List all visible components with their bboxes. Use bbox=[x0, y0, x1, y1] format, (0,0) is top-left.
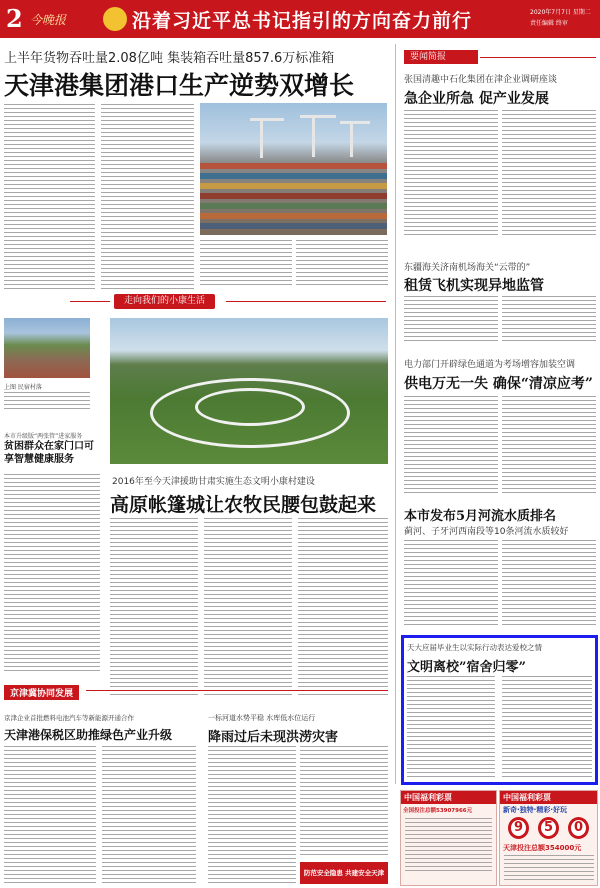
brief1-title: 急企业所急 促产业发展 bbox=[404, 91, 549, 107]
plateau-deck: 2016年至今天津援助甘肃实施生态文明小康村建设 bbox=[112, 477, 315, 487]
brief4-body-1 bbox=[404, 540, 498, 626]
bonded-zone-title: 天津港保税区助推绿色产业升级 bbox=[4, 728, 173, 742]
plateau-title: 高原帐篷城让农牧民腰包鼓起来 bbox=[110, 494, 377, 516]
section-tag: 走向我们的小康生活 bbox=[114, 294, 215, 309]
lottery-digit-3: 0 bbox=[568, 817, 589, 839]
flood-deck: 一标河道水势平稳 水库低水位运行 bbox=[208, 714, 316, 722]
safety-notice: 防范安全隐患 共建安全天津 bbox=[300, 862, 388, 884]
brief5-body-1 bbox=[407, 676, 495, 780]
brief5-title: 文明离校”宿舍归零” bbox=[407, 660, 526, 675]
health-deck: 本市升级版“两张管”进家服务 bbox=[4, 433, 83, 440]
grassland-photo bbox=[110, 318, 388, 464]
lottery-ad-left bbox=[400, 790, 497, 886]
brief4-body-2 bbox=[502, 540, 596, 626]
flood-title: 降雨过后未现洪涝灾害 bbox=[208, 730, 339, 745]
lead-body-col-3 bbox=[200, 240, 292, 288]
bonded-zone-body-1 bbox=[4, 746, 96, 884]
lottery-left-table bbox=[405, 818, 492, 874]
lead-title: 天津港集团港口生产逆势双增长 bbox=[4, 71, 355, 100]
lead-body-col-4 bbox=[296, 240, 388, 288]
lottery-digit-2: 5 bbox=[538, 817, 559, 839]
brief2-body-2 bbox=[502, 296, 596, 344]
health-title: 贫困群众在家门口可享智慧健康服务 bbox=[4, 441, 94, 465]
brief2-deck: 东疆海关济南机场海关“云带的” bbox=[404, 263, 531, 273]
date-line: 2020年7月7日 星期二 责任编辑 终审 bbox=[530, 9, 591, 27]
briefs-rule bbox=[480, 57, 596, 58]
flood-body-1 bbox=[208, 746, 296, 884]
brief3-body-1 bbox=[404, 396, 498, 496]
health-body bbox=[4, 474, 100, 674]
lottery-digit-1: 9 bbox=[508, 817, 529, 839]
plateau-body-1 bbox=[110, 518, 198, 698]
page-number: 2 bbox=[6, 4, 23, 33]
plateau-body-3 bbox=[298, 518, 388, 698]
paper-logo: 今晚报 bbox=[30, 13, 67, 27]
lead-deck: 上半年货物吞吐量2.08亿吨 集装箱吞吐量857.6万标准箱 bbox=[4, 51, 335, 66]
regional-tag-rule bbox=[86, 690, 388, 691]
brief1-deck: 张国清趣中石化集团在津企业调研座谈 bbox=[404, 75, 558, 85]
party-emblem-icon bbox=[103, 7, 127, 31]
lottery-ad-right bbox=[499, 790, 598, 886]
brief4-deck: 蓟河、子牙河西南段等10条河流水质较好 bbox=[404, 527, 569, 537]
brief1-body-1 bbox=[404, 110, 498, 235]
plateau-body-2 bbox=[204, 518, 292, 698]
flood-body-2 bbox=[300, 746, 388, 856]
village-caption: 上图 民宿村落 bbox=[4, 384, 42, 391]
lottery-left-title: 中国福利彩票 bbox=[401, 791, 496, 804]
lottery-right-title: 中国福利彩票 bbox=[500, 791, 597, 804]
brief2-title: 租赁飞机实现异地监管 bbox=[404, 278, 544, 294]
headline-slogan: 沿着习近平总书记指引的方向奋力前行 bbox=[132, 10, 473, 32]
regional-tag: 京津冀协同发展 bbox=[4, 685, 79, 700]
briefs-header: 要闻简报 bbox=[404, 50, 478, 64]
brief2-body-1 bbox=[404, 296, 498, 344]
village-caption-body bbox=[4, 392, 90, 412]
village-photo bbox=[4, 318, 90, 378]
lead-body-col-1 bbox=[4, 104, 95, 289]
port-photo bbox=[200, 103, 387, 235]
brief5-deck: 天大应届毕业生以实际行动表达爱校之情 bbox=[407, 643, 542, 652]
bonded-zone-deck: 京津企业首批燃料电池汽车等新能源开通合作 bbox=[4, 714, 134, 722]
brief5-body-2 bbox=[502, 676, 592, 780]
bonded-zone-body-2 bbox=[102, 746, 196, 884]
brief3-title: 供电万无一失 确保“清凉应考” bbox=[404, 376, 593, 392]
brief4-title: 本市发布5月河流水质排名 bbox=[404, 509, 557, 524]
lottery-right-table bbox=[504, 855, 594, 883]
lottery-right-jackpot: 天津投注总额354000元 bbox=[503, 844, 582, 852]
brief1-body-2 bbox=[502, 110, 596, 235]
lottery-left-jackpot: 全国投注总额53907966元 bbox=[403, 808, 473, 814]
brief3-body-2 bbox=[502, 396, 596, 496]
brief3-deck: 电力部门开辟绿色通道为考场增容加装空调 bbox=[404, 360, 576, 370]
lead-body-col-2 bbox=[101, 104, 194, 289]
lottery-right-sub: 新奇·独特·精彩·好玩 bbox=[503, 806, 567, 814]
column-separator bbox=[395, 44, 396, 784]
